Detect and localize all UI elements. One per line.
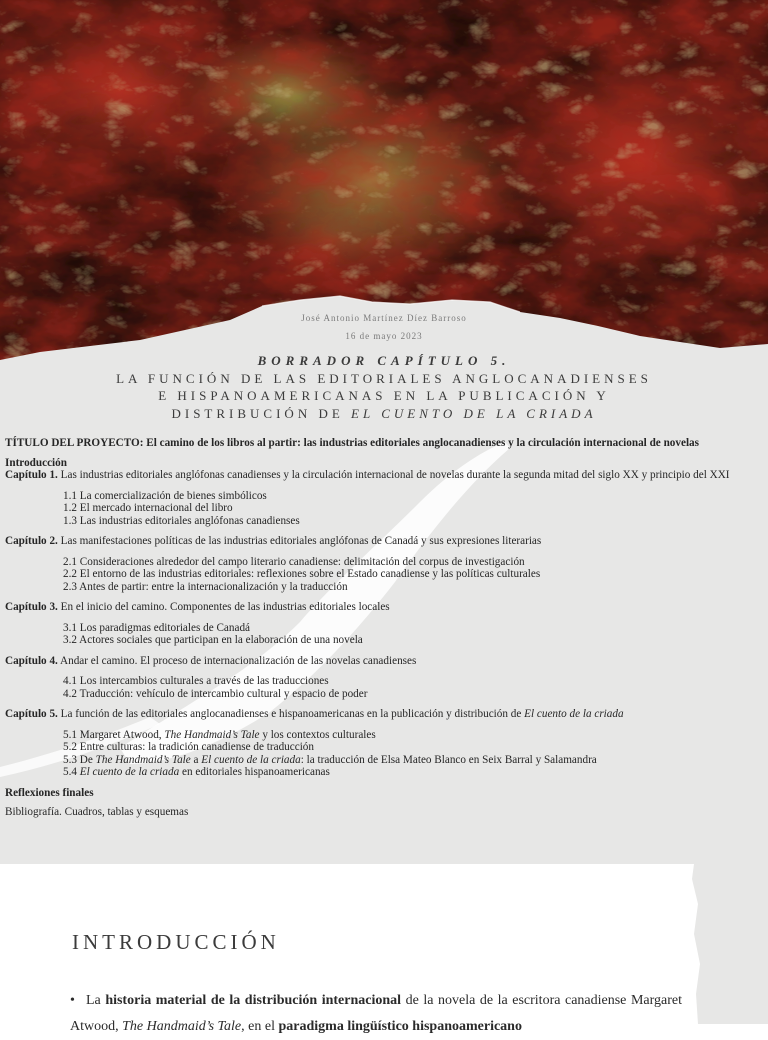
toc-chapter-2 — [5, 535, 763, 548]
toc-chapter-1 — [5, 469, 763, 482]
book-title: El cuento de la criada — [201, 753, 301, 766]
toc-chapter-4 — [5, 655, 763, 668]
table-of-contents — [5, 437, 763, 819]
toc-chapter-3 — [5, 601, 763, 614]
toc-section: 2.3 Antes de partir: entre la internacionalización y la traducción — [63, 580, 348, 593]
toc-chapter-1-sections — [5, 490, 763, 528]
highlighted-text: historia material de la distribución internacional — [105, 993, 402, 1008]
chapter-name: Las manifestaciones políticas de las industrias editoriales anglófonas de Canadá y sus expresiones literarias — [60, 535, 542, 547]
toc-chapter-5-sections — [5, 729, 763, 779]
section-text: 5.3 De — [63, 753, 93, 766]
toc-section: 2.1 Consideraciones alrededor del campo literario canadiense: delimitación del corpus de investigación — [63, 555, 525, 568]
author-name: José Antonio Martínez Díez Barroso — [301, 313, 467, 323]
chapter-name: Andar el camino. El proceso de internacionalización de las novelas canadienses — [60, 654, 417, 667]
torn-grey-strip — [688, 864, 768, 1024]
chapter-name: En el inicio del camino. Componentes de las industrias editoriales locales — [60, 601, 390, 613]
toc-section — [5, 766, 763, 779]
highlighted-text: paradigma lingüístico hispanoamericano — [278, 1019, 522, 1034]
chapter-title-line — [0, 405, 768, 423]
section-text: : la traducción de Elsa Mateo Blanco en Seix Barral y Salamandra — [300, 753, 597, 766]
toc-final-reflections: Reflexiones finales — [5, 786, 94, 799]
paragraph-text: La — [86, 993, 101, 1008]
project-title — [5, 437, 763, 450]
project-label: TÍTULO DEL PROYECTO: — [5, 437, 144, 449]
chapter-label: Capítulo 1. — [5, 469, 58, 481]
introduction-paragraph — [70, 988, 682, 1040]
toc-section: 3.1 Los paradigmas editoriales de Canadá — [63, 621, 251, 634]
book-title: El cuento de la criada — [524, 708, 624, 720]
toc-section: 5.2 Entre culturas: la tradición canadiense de traducción — [63, 741, 314, 753]
book-title: The Handmaid’s Tale — [122, 1019, 242, 1034]
toc-section — [5, 754, 763, 767]
book-title: The Handmaid’s Tale — [164, 728, 260, 741]
toc-introduction: Introducción — [5, 456, 67, 469]
chapter-title-line: E HISPANOAMERICANAS EN LA PUBLICACIÓN Y — [158, 388, 610, 403]
section-text: a — [193, 753, 199, 766]
bullet-icon: • — [70, 993, 75, 1008]
toc-section: 1.2 El mercado internacional del libro — [63, 502, 233, 514]
chapter-label: Capítulo 3. — [5, 601, 58, 613]
toc-section: 4.1 Los intercambios culturales a través de las traducciones — [63, 675, 329, 687]
book-title: The Handmaid’s Tale — [95, 753, 191, 766]
toc-section: 1.1 La comercialización de bienes simbólicos — [63, 489, 267, 502]
toc-section: 4.2 Traducción: vehículo de intercambio cultural y espacio de poder — [63, 687, 368, 700]
chapter-label: Capítulo 2. — [5, 535, 58, 547]
section-text: 5.1 Margaret Atwood, — [63, 728, 162, 741]
paragraph-text: de la novela de la escritora canadiense Margaret Atwood, — [70, 993, 682, 1034]
publication-date: 16 de mayo 2023 — [345, 331, 423, 341]
book-title: El cuento de la criada — [79, 766, 180, 778]
toc-chapter-4-sections — [5, 675, 763, 700]
chapter-title-line: LA FUNCIÓN DE LAS EDITORIALES ANGLOCANADIENSES — [116, 370, 652, 386]
toc-chapter-2-sections — [5, 556, 763, 594]
chapter-name: La función de las editoriales anglocanadienses e hispanoamericanas en la publicación y distribución de — [60, 708, 522, 720]
section-text: 5.4 — [63, 766, 77, 778]
toc-bibliography: Bibliografía. Cuadros, tablas y esquemas — [5, 806, 189, 818]
project-name: El camino de los libros al partir: las industrias editoriales anglocanadienses y la circulación internacional de novelas — [146, 437, 699, 449]
chapter-title-book: EL CUENTO DE LA CRIADA — [351, 405, 597, 421]
toc-chapter-3-sections — [5, 622, 763, 647]
introduction-heading: INTRODUCCIÓN — [72, 930, 280, 954]
chapter-name: Las industrias editoriales anglófonas canadienses y la circulación internacional de novelas durante la segunda mitad del siglo XX y principio del XXI — [60, 469, 730, 481]
chapter-kicker: BORRADOR CAPÍTULO 5. — [257, 353, 511, 368]
chapter-label: Capítulo 5. — [5, 708, 58, 720]
section-text: y los contextos culturales — [262, 728, 376, 741]
chapter-label: Capítulo 4. — [5, 654, 58, 667]
toc-section: 2.2 El entorno de las industrias editoriales: reflexiones sobre el Estado canadiense y las políticas culturales — [63, 568, 541, 580]
toc-section: 3.2 Actores sociales que participan en la elaboración de una novela — [63, 634, 363, 646]
toc-section — [5, 729, 763, 742]
chapter-title-prefix: DISTRIBUCIÓN DE — [171, 405, 344, 421]
paragraph-text: , en el — [241, 1019, 275, 1034]
section-text: en editoriales hispanoamericanas — [182, 766, 330, 778]
toc-section: 1.3 Las industrias editoriales anglófonas canadienses — [63, 514, 300, 527]
chapter-title — [0, 352, 768, 422]
toc-chapter-5 — [5, 708, 763, 721]
